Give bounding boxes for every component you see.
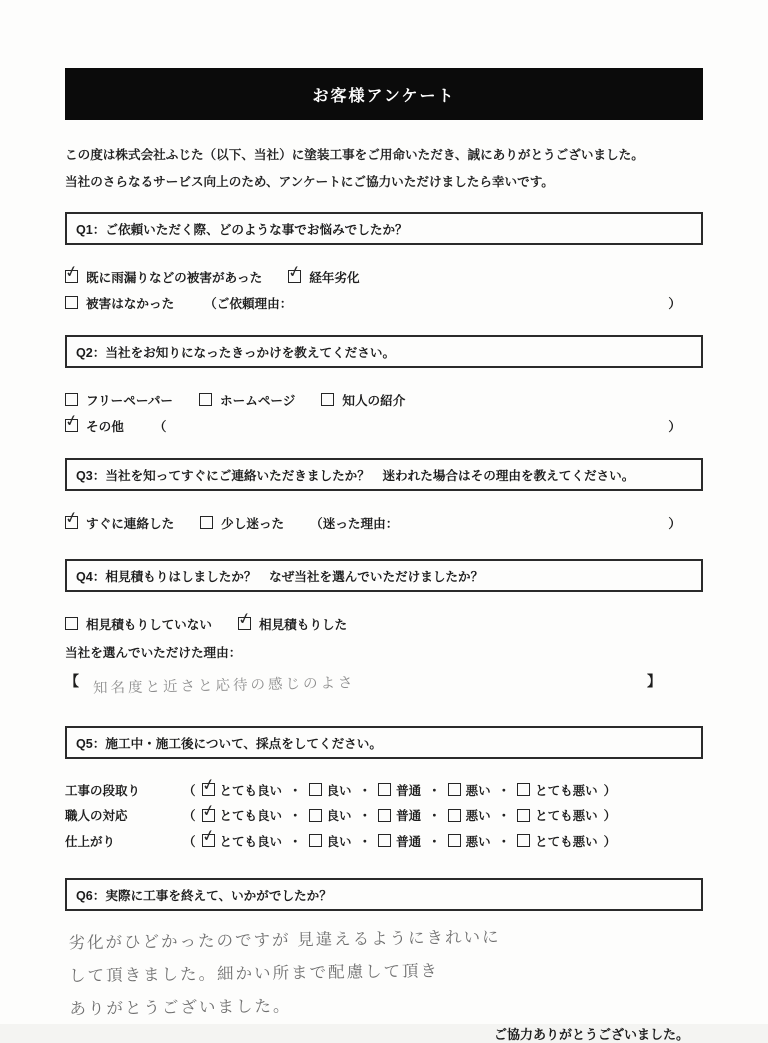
q2-options-row-2 [65, 412, 703, 438]
q2-option-homepage [199, 390, 295, 409]
q6-title: Q6：実際に工事を終えて、いかがでしたか？ [76, 888, 332, 903]
q5-row1-open-paren: （ [183, 783, 196, 798]
q4-got-quotes-checkbox[interactable] [238, 617, 251, 630]
q5-row3-sep2: ・ [358, 834, 372, 849]
q4-options-row [65, 610, 703, 636]
q5-row2-bad-checkbox[interactable] [448, 809, 461, 822]
q5-row2-sep3: ・ [428, 809, 441, 824]
q3-options-row [65, 509, 703, 535]
q5-row1-sep1: ・ [289, 783, 302, 798]
q4-option-got-quotes [238, 614, 347, 633]
q2-title: Q2：当社をお知りになったきっかけを教えてください。 [76, 346, 396, 360]
q1-title: Q1：ご依頼いただく際、どのような事でお悩みでしたか？ [76, 223, 408, 237]
q5-row-workers [65, 803, 703, 829]
q5-row1-very-bad-label: とても悪い [535, 783, 598, 798]
q2-options [65, 386, 703, 438]
q2-title-box [65, 335, 703, 368]
q3-title: Q3：当社を知ってすぐにご連絡いただきましたか？ 迷われた場合はその理由を教えてください。 [76, 469, 635, 483]
header-bar [65, 68, 703, 120]
q5-row1-good-checkbox[interactable] [309, 783, 322, 796]
q5-row1-very-good-checkbox[interactable] [202, 783, 215, 796]
q3-option-hesitated [200, 513, 284, 532]
q5-row1-close-paren: ） [603, 783, 617, 798]
q2-options-row-1 [65, 386, 703, 412]
q5-rating-rows [65, 777, 703, 854]
q6-handwritten-line-3: ありがとうございました。 [69, 996, 292, 1018]
q5-row3-sep3: ・ [428, 834, 441, 849]
q5-row2-normal-label: 普通 [396, 809, 422, 824]
q5-row3-sep1: ・ [289, 834, 302, 849]
q5-row3-very-bad-checkbox[interactable] [517, 834, 530, 847]
q1-options [65, 263, 703, 315]
q1-damage-label: 既に雨漏りなどの被害があった [86, 270, 263, 285]
q1-no-damage-checkbox[interactable] [65, 296, 78, 309]
q3-reason-prefix: （迷った理由： [310, 516, 399, 531]
q2-option-other [65, 416, 124, 435]
q5-row1-normal-checkbox[interactable] [378, 783, 391, 796]
q5-row2-open-paren: （ [183, 809, 196, 824]
q5-row3-normal-label: 普通 [396, 834, 422, 849]
q5-row3-close-paren: ） [603, 834, 617, 849]
q4-bracket-close: 】 [647, 673, 661, 689]
q3-immediately-label: すぐに連絡した [86, 516, 175, 531]
q5-row1-very-good-label: とても良い [219, 783, 283, 798]
q2-other-checkbox[interactable] [65, 419, 78, 432]
q1-aging-checkbox[interactable] [288, 270, 301, 283]
q4-option-no-quotes [65, 614, 212, 633]
q5-row3-bad-checkbox[interactable] [448, 834, 461, 847]
intro-line-1: この度は株式会社ふじた（以下、当社）に塗装工事をご用命いただき、誠にありがとうございました。 [65, 148, 644, 162]
q5-row1-bad-checkbox[interactable] [448, 783, 461, 796]
q5-row1-sep2: ・ [358, 783, 372, 798]
q1-option-no-damage [65, 293, 174, 312]
q5-row3-bad-label: 悪い [465, 834, 491, 849]
q1-options-row-2 [65, 289, 703, 315]
q5-row1-normal-label: 普通 [396, 783, 422, 798]
q5-row3-open-paren: （ [183, 834, 196, 849]
q2-referral-checkbox[interactable] [321, 393, 334, 406]
q5-row2-good-checkbox[interactable] [309, 809, 322, 822]
q1-damage-checkbox[interactable] [65, 270, 78, 283]
q6-handwritten-answer[interactable] [68, 918, 703, 1026]
q5-row2-bad-label: 悪い [465, 809, 491, 824]
q2-freepaper-label: フリーペーパー [86, 393, 174, 408]
q2-referral-label: 知人の紹介 [342, 393, 406, 408]
q5-row2-good-label: 良い [326, 809, 352, 824]
q5-scheduling-label: 工事の段取り [65, 783, 141, 798]
q5-row2-sep1: ・ [289, 809, 302, 824]
q5-row1-very-bad-checkbox[interactable] [517, 783, 530, 796]
q5-row1-sep3: ・ [428, 783, 441, 798]
q5-row3-good-checkbox[interactable] [309, 834, 322, 847]
q3-hesitated-label: 少し迷った [221, 516, 285, 531]
survey-content [65, 68, 703, 1043]
q4-reason-label: 当社を選んでいただけた理由： [65, 645, 242, 660]
q2-option-freepaper [65, 390, 173, 409]
q5-row2-sep2: ・ [358, 809, 372, 824]
q5-row2-very-bad-checkbox[interactable] [517, 809, 530, 822]
q2-homepage-checkbox[interactable] [199, 393, 212, 406]
q5-row2-normal-checkbox[interactable] [378, 809, 391, 822]
q1-no-damage-label: 被害はなかった [86, 296, 175, 311]
q5-row2-very-bad-label: とても悪い [535, 809, 598, 824]
q6-handwritten-line-2: して頂きました。細かい所まで配慮して頂き [68, 961, 440, 985]
q2-freepaper-checkbox[interactable] [65, 393, 78, 406]
q5-row1-good-label: 良い [326, 783, 352, 798]
q4-title: Q4：相見積もりはしましたか？ なぜ当社を選んでいただけましたか？ [76, 570, 484, 584]
q5-row3-good-label: 良い [326, 834, 352, 849]
q3-options [65, 509, 703, 535]
q5-row3-normal-checkbox[interactable] [378, 834, 391, 847]
q3-hesitated-checkbox[interactable] [200, 516, 213, 529]
q4-title-box [65, 559, 703, 592]
q5-row-scheduling [65, 777, 703, 803]
q5-title: Q5：施工中・施工後について、採点をしてください。 [76, 737, 382, 751]
q5-title-box [65, 726, 703, 759]
intro-line-2: 当社のさらなるサービス向上のため、アンケートにご協力いただけましたら幸いです。 [65, 175, 554, 189]
q5-row2-very-good-label: とても良い [219, 809, 283, 824]
q5-row2-sep4: ・ [497, 809, 511, 824]
q4-handwritten-reason[interactable]: 知名度と近さと応待の感じのよさ [92, 674, 356, 697]
q4-bracket-open: 【 [65, 673, 79, 689]
q2-other-close-paren: ） [668, 419, 681, 434]
q1-aging-label: 経年劣化 [309, 270, 360, 285]
q5-row1-bad-label: 悪い [465, 783, 491, 798]
q2-other-open-paren: （ [153, 419, 167, 434]
q5-finish-label: 仕上がり [65, 834, 116, 849]
q5-row2-close-paren: ） [603, 809, 617, 824]
q2-homepage-label: ホームページ [220, 393, 296, 408]
q5-row3-sep4: ・ [497, 834, 511, 849]
q5-row1-sep4: ・ [497, 783, 511, 798]
intro-paragraph [65, 142, 703, 196]
page-title: お客様アンケート [312, 87, 456, 105]
q3-immediately-checkbox[interactable] [65, 516, 78, 529]
q6-title-box [65, 878, 703, 911]
q5-row3-very-bad-label: とても悪い [535, 834, 598, 849]
q3-title-box [65, 458, 703, 491]
q4-options [65, 610, 703, 696]
q6-handwritten-line-1: 劣化がひどかったのですが 見違えるようにきれいに [68, 927, 501, 952]
q5-row3-very-good-checkbox[interactable] [202, 834, 215, 847]
q3-option-immediately [65, 513, 174, 532]
q1-reason-close-paren: ） [668, 296, 681, 311]
q1-reason-prefix: （ご依頼理由： [204, 296, 293, 311]
q4-reason-bracket-line [65, 666, 661, 696]
q5-row3-very-good-label: とても良い [219, 834, 283, 849]
q5-row-finish [65, 828, 703, 854]
q1-title-box [65, 212, 703, 245]
q2-option-referral [321, 390, 405, 409]
q2-other-label: その他 [86, 419, 124, 434]
q5-workers-label: 職人の対応 [65, 809, 128, 824]
q1-option-damage [65, 267, 262, 286]
footer-thanks: ご協力ありがとうございました。 [493, 1026, 689, 1042]
q4-got-quotes-label: 相見積もりした [258, 617, 348, 632]
q4-no-quotes-checkbox[interactable] [65, 617, 78, 630]
q5-row2-very-good-checkbox[interactable] [202, 809, 215, 822]
q4-no-quotes-label: 相見積もりしていない [86, 617, 212, 632]
q3-reason-close-paren: ） [668, 516, 681, 531]
q1-options-row-1 [65, 263, 703, 289]
q1-option-aging [288, 267, 359, 286]
